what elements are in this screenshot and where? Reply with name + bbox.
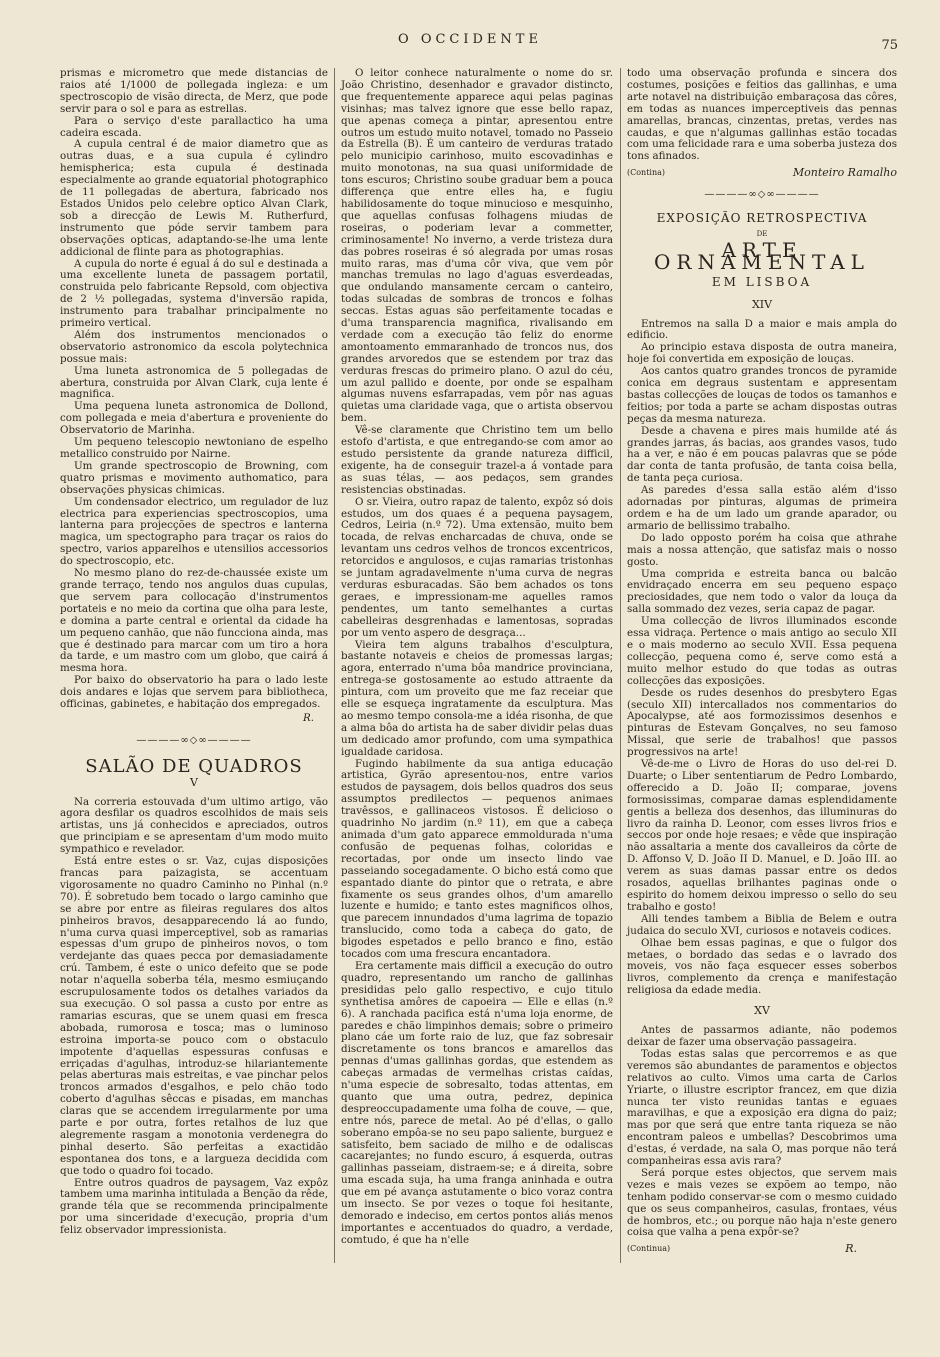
- paragraph: Vê-de-me o Livro de Horas do uso del-rei D. Duarte; o Liber sententiarum de Pedro Lombardo, offerecido a D. João II; comparae, jovens formosissimas, comparae damas esplendidamente gentis a belleza dos desenhos, das illuminuras do livro da rainha D. Leonor, com esses livros frios e seccos por onde hoje resaes; e vêde que inspiração não assaltaria a mente dos cavalleiros da côrte de D. Affonso V, D. João II D. Manuel, e D. João III. ao verem as suas damas passar entre os dedos rosados, aquellas brilhantes paginas onde o espirito do homem deixou impresso o sello do seu trabalho e gosto!: [627, 758, 897, 913]
- continuation-note: (Continua): [627, 1244, 671, 1254]
- paragraph: A cupula central é de maior diametro que as outras duas, e a sua cupula é cylindro hemispherica; esta cupula é destinada especialmente ao grande equatorial photographico de 11 pollegadas de abertura, fabricado nos Estados Unidos pelo celebre optico Alvan Clark, sob a direcção de Lewis M. Rutherfurd, instrumento que póde servir tambem para observações opticas, adaptando-se-lhe uma lente addicional de flinte para as photographias.: [60, 138, 328, 258]
- paragraph: prismas e micrometro que mede distancias de raios até 1/1000 de pollegada ingleza: e um spectroscopio de visão directa, de Merz, que pode servir para o sol e para as estrellas.: [60, 67, 328, 115]
- paragraph: Por baixo do observatorio ha para o lado leste dois andares e lojas que servem para bibliotheca, officinas, gabinetes, e habitação dos empregados.: [60, 674, 328, 711]
- ornament-divider: ————∞◇∞————: [136, 734, 252, 746]
- column-2: [341, 68, 613, 1247]
- continuation-row: [627, 1243, 897, 1255]
- paragraph: Desde os rudes desenhos do presbytero Egas (seculo XII) intercallados nos commentarios do Apocalypse, até aos formozissimos desenhos e pinturas de Estevam Gonçalves, no seu famoso Missal, que serie de trabalhos! que passos progressivos na arte!: [627, 686, 897, 759]
- paragraph: Está entre estes o sr. Vaz, cujas disposições francas para paizagista, se accentuam vigorosamente no quadro Caminho no Pinhal (n.º 70). É sobretudo bem tocado o largo caminho que se abre por entre as fileiras regulares dos altos pinheiros bravos, desapparecendo lá ao fundo, n'uma curva quasi imperceptivel, sob as ramarias espessas d'um grupo de pinheiros novos, o tom verdejante das quaes pecca por demasiadamente crú. Tambem, é este o unico defeito que se pode notar n'aquella soberba téla, mesmo esmiuçando escrupulosamente todos os detalhes variados da sua execução. O sol passa a custo por entre as ramarias escuras, que se unem quasi em fresca abobada, rumorosa e tosca; mas o luminoso estroina importa-se pouco com o obstaculo impotente d'aquellas espessuras confusas e erriçadas d'agulhas, introduz-se hilariantemente pelas aberturas mais estreitas, e vae pinchar pelos troncos armados d'esgalhos, e pelo chão todo coberto d'agulhas sêccas e pisadas, em manchas claras que se accendem irregularmente por uma parte e por outra, fortes retalhos de luz que alegremente rasgam a monotonia verdenegra do pinhal deserto. São perfeitas a exactidão espontanea dos tons, e a largueza decidida com que todo o quadro foi tocado.: [60, 855, 328, 1177]
- paragraph: Vê-se claramente que Christino tem um bello estofo d'artista, e que entregando-se com amor ao estudo persistente da grande natureza difficil, exigente, ha de conseguir trazel-a á vontade para as suas télas, — aos pedaços, sem grandes resistencias obstinadas.: [341, 424, 613, 496]
- section-number: XV: [754, 1004, 770, 1018]
- paragraph: Fugindo habilmente da sua antiga educação artistica, Gyrão apresentou-nos, entre varios estudos de paysagem, dois bellos quadros dos seus assumptos predilectos — pequenos animaes travêssos, e gallinaceos vistosos. É delicioso o quadrinho No jardim (n.º 11), em que a cabeça animada d'um gato apparece emmoldurada n'uma confusão de pequenas folhas, coloridas e recortadas, por onde um insecto lindo vae passeiando socegadamente. O bicho está como que espantado diante do pintor que o retrata, e abre fixamente os seus grandes olhos, d'um amarello luzente e humido; e tanto estes magnificos olhos, que parecem innundados d'uma lagrima de topazio translucido, como toda a cabeça do gato, de bigodes espetados e pello branco e fino, estão tocados com uma frescura encantadora.: [341, 757, 613, 961]
- paragraph: Antes de passarmos adiante, não podemos deixar de fazer uma observação passageira.: [627, 1024, 897, 1048]
- paragraph: A cupula do norte é egual á do sul e destinada a uma excellente luneta de passagem portatil, construida pelo fabricante Repsold, com objectiva de 2 ½ pollegadas, systema d'inversão rapida, instrumento para trabalhar principalmente no primeiro vertical.: [60, 257, 328, 330]
- paragraph: Uma comprida e estreita banca ou balcão envidraçado encerra em seu pequeno espaço preciosidades, que nem todo o valor da louça da salla sommado dez vezes, seria capaz de pagar.: [627, 567, 897, 616]
- continuation-row: [627, 167, 897, 179]
- section-subtitle: DE: [756, 229, 768, 238]
- paragraph: Vieira tem alguns trabalhos d'esculptura, bastante notaveis e cheios de promessas largas; agora, enterrado n'uma bôa mandrice provinciana, entrega-se gostosamente ao estudo attraente da pintura, com um proveito que me faz receiar que elle se esqueça ingratamente da esculptura. Mas ao mesmo tempo consola-me a idéa risonha, de que a alma bôa do artista ha de saber dividir pelas duas um dedicado amor profundo, com uma sympathica igualdade caridosa.: [341, 638, 613, 758]
- section-place: EM LISBOA: [711, 274, 813, 289]
- paragraph: Uma luneta astronomica de 5 pollegadas de abertura, construida por Alvan Clark, cuja lente é magnifica.: [60, 364, 328, 401]
- paragraph: No mesmo plano do rez-de-chaussée existe um grande terraço, tendo nos angulos duas cupulas, que servem para collocação d'instrumentos portateis e no meio da cortina que olha para leste, e domina a parte central e oriental da cidade ha um pequeno canhão, que não funcciona ainda, mas que é destinado para marcar com um tiro a hora da tarde, e um mastro com um globo, que cairá á mesma hora.: [60, 567, 328, 675]
- section-title: EXPOSIÇÃO RETROSPECTIVA: [656, 211, 868, 226]
- paragraph: Do lado opposto porém ha coisa que athrahe mais a nossa attenção, que satisfaz mais o nosso gosto.: [627, 531, 897, 568]
- column-rule: [620, 68, 621, 1263]
- paragraph: Alli tendes tambem a Biblia de Belem e outra judaica do seculo XVI, curiosos e notaveis codices.: [627, 912, 897, 937]
- paragraph: Ao principio estava disposta de outra maneira, hoje foi convertida em exposição de louças.: [627, 341, 897, 366]
- signature: R.: [845, 1242, 857, 1256]
- paragraph: Para o serviço d'este parallactico ha uma cadeira escada.: [60, 114, 328, 139]
- section-title: SALÃO DE QUADROS: [85, 755, 303, 777]
- section-title-main: ARTE ORNAMENTAL: [654, 237, 870, 274]
- paragraph: Entre outros quadros de paysagem, Vaz expôz tambem uma marinha intitulada a Benção da rêde, grande téla que se recommenda principalmente por uma sinceridade d'execução, propria d'um feliz observador impressionista.: [60, 1176, 328, 1237]
- page-number: 75: [881, 38, 898, 53]
- author-name: Monteiro Ramalho: [792, 166, 897, 180]
- paragraph: Entremos na salla D a maior e mais ampla do edificio.: [627, 317, 897, 342]
- paragraph: Todas estas salas que percorremos e as que veremos são abundantes de paramentos e objectos relativos ao culto. Vimos uma carta de Carlos Yriarte, o illustre escriptor francez, em que dizia nunca ter visto reunidas tantas e eguaes maravilhas, e que a exposição era digna do paiz; mas por que será que entre tanta riqueza se não encontram paleos e umbellas? Descobrimos uma d'estas, é verdade, na sala O, mas porque não terá companheiras essa avis rara?: [627, 1047, 897, 1168]
- paragraph: Uma collecção de livros illuminados esconde essa vidraça. Pertence o mais antigo ao seculo XII e o mais moderno ao seculo XVII. Essa pequena collecção, pequena como é, serve como está a muito melhor estudo do que todas as outras collecções das exposições.: [627, 615, 897, 687]
- paragraph: todo uma observação profunda e sincera dos costumes, posições e feitios das gallinhas, e uma arte notavel na distribuição embaraçosa das côres, em todas as nuances imperceptiveis das pennas amarellas, brancas, cinzentas, pretas, verdes nas caudas, e que n'algumas gallinhas estão tocadas com uma felicidade rara e uma soberba justeza dos tons afinados.: [627, 67, 897, 163]
- column-rule: [334, 68, 335, 1263]
- paragraph: Além dos instrumentos mencionados o observatorio astronomico da escola polytechnica possue mais:: [60, 328, 328, 365]
- paragraph: Um grande spectroscopio de Browning, com quatro prismas e movimento authomatico, para observações physicas chimicas.: [60, 459, 328, 496]
- paragraph: Desde a chavena e pires mais humilde até ás grandes jarras, ás bacias, aos grandes vasos, tudo ha a ver, e não é em poucas palavras que se póde dar conta de tanta profusão, de tanta coisa bella, de tanta peça curiosa.: [627, 424, 897, 485]
- paragraph: Olhae bem essas paginas, e que o fulgor dos metaes, o bordado das sedas e o lavrado dos moveis, vos não faça esquecer esses soberbos livros, complemento da crença e manifestação religiosa da edade media.: [627, 936, 897, 997]
- section-number: V: [190, 775, 198, 789]
- paragraph: O leitor conhece naturalmente o nome do sr. João Christino, desenhador e gravador distincto, que frequentemente apparece aqui pelas paginas visinhas; mas talvez ignore que esse bello rapaz, que apenas começa a pintar, apresentou entre outros um estudo muito notavel, tomado no Passeio da Estrella (B). É um canteiro de verduras tratado pelo municipio carinhoso, muito escovadinhas e muito monotonas, na sua quasi uniformidade de tons escuros; Christino soube graduar bem a pouca differença que entre elles ha, e fugiu habilidosamente do toque minucioso e mesquinho, que aquellas confusas folhagens miudas de roseiras, o poderiam levar a commetter, criminosamente! No inverno, a verde tristeza dura das pobres roseiras é só alegrada por umas rosas muito raras, mas d'uma côr viva, que vem pôr manchas tremulas no lago d'aguas esverdeadas, que ondulando mansamente cercam o canteiro, todas sulcadas de sombras de troncos e folhas seccas. Estas aguas são perfeitamente tocadas e d'uma transparencia magnifica, rivalisando em verdade com a execução tão feliz do enorme amontoamento emmaranhado de troncos nus, dos grandes arvoredos que se estendem por traz das verduras frescas do primeiro plano. O azul do céu, um azul pallido e doente, por onde se espalham algumas nuvens esfarrapadas, vem pôr nas aguas quietas uma claridade vaga, que o artista observou bem.: [341, 67, 613, 425]
- column-1: [60, 68, 328, 1237]
- paragraph: Na correria estouvada d'um ultimo artigo, vão agora desfilar os quadros escolhidos de mais seis artistas, uns já conhecidos e apreciados, outros que principiam e se apresentam d'um modo muito sympathico e revelador.: [60, 795, 328, 856]
- signature: R.: [302, 711, 314, 724]
- paragraph: Era certamente mais difficil a execução do outro quadro, representando um rancho de gallinhas presididas pelo gallo respectivo, e cujo titulo synthetisa amôres de capoeira — Elle e ellas (n.º 6). A ranchada pacifica está n'uma loja enorme, de paredes e chão limpinhos demais; sobre o primeiro plano cáe um forte raio de luz, que faz sobresair discretamente os tons brancos e amarellos das pennas d'umas gallinhas gordas, que estendem as cabeças armadas de vermelhas cristas caídas, n'uma especie de sobresalto, todas attentas, em quanto que uma outra, pedrez, depinica despreoccupadamente uma folha de couve, — que, entre nós, parece de metal. Ao pé d'ellas, o gallo soberano empôa-se no seu papo saliente, burguez e satisfeito, bem saciado de milho e de odaliscas cacarejantes; no fundo escuro, á esquerda, outras gallinhas passeiam, distraem-se; e á direita, sobre uma escada suja, ha uma franga aninhada e outra que em pé avança astutamente o bico voraz contra um insecto. Se por vezes o toque foi hesitante, demorado e indeciso, em certos pontos aliás menos importantes e accentuados do quadro, a verdade, comtudo, é que ha n'elle: [341, 959, 613, 1246]
- ornament-divider: ————∞◇∞————: [704, 189, 820, 201]
- paragraph: Uma pequena luneta astronomica de Dollond, com pollegada e meia d'abertura e proveniente do Observatorio de Marinha.: [60, 400, 328, 437]
- paragraph: Será porque estes objectos, que servem mais vezes e mais vezes se expõem ao tempo, não tenham podido conservar-se com o mesmo cuidado que os seus companheiros, casulas, frontaes, véus de hombros, etc.; ou porque não haja n'este genero coisa que valha a pena expôr-se?: [627, 1166, 897, 1239]
- paragraph: O sr. Vieira, outro rapaz de talento, expôz só dois estudos, um dos quaes é a pequena paysagem, Cedros, Leiria (n.º 72). Uma extensão, muito bem tocada, de relvas encharcadas de chuva, onde se levantam uns cedros velhos de troncos excentricos, retorcidos e angulosos, e cujas ramarias tristonhas se juntam agradavelmente n'uma curva de negras verduras esburacadas. São bem achados os tons geraes, e impressionam-me aquelles ramos pendentes, um tanto semelhantes a curtas cabelleiras desgrenhadas e lamentosas, sopradas por um vento aspero de desgraça...: [341, 495, 613, 639]
- section-number: XIV: [751, 297, 773, 311]
- continuation-note: (Contina): [627, 168, 666, 178]
- column-3: [627, 68, 897, 1255]
- paragraph: Aos cantos quatro grandes troncos de pyramide conica em degraus sustentam e appresentam bastas collecções de louças de todos os tamanhos e feitios; por toda a parte se acham dispostas outras peças da mesma natureza.: [627, 365, 897, 425]
- paragraph: As paredes d'essa salla estão além d'isso adornadas por pinturas, algumas de primeira ordem e ha de um lado um grande aparador, ou armario de bellissimo trabalho.: [627, 484, 897, 532]
- paragraph: Um condensador electrico, um regulador de luz electrica para experiencias spectroscopios, uma lanterna para projecções de spectros e lanterna magica, um spectographo para traçar os raios do spectro, varios apparelhos e utensilios accessorios do spectroscopio, etc.: [60, 495, 328, 568]
- paragraph: Um pequeno telescopio newtoniano de espelho metallico construido por Nairne.: [60, 436, 328, 460]
- newspaper-title: O OCCIDENTE: [398, 32, 542, 47]
